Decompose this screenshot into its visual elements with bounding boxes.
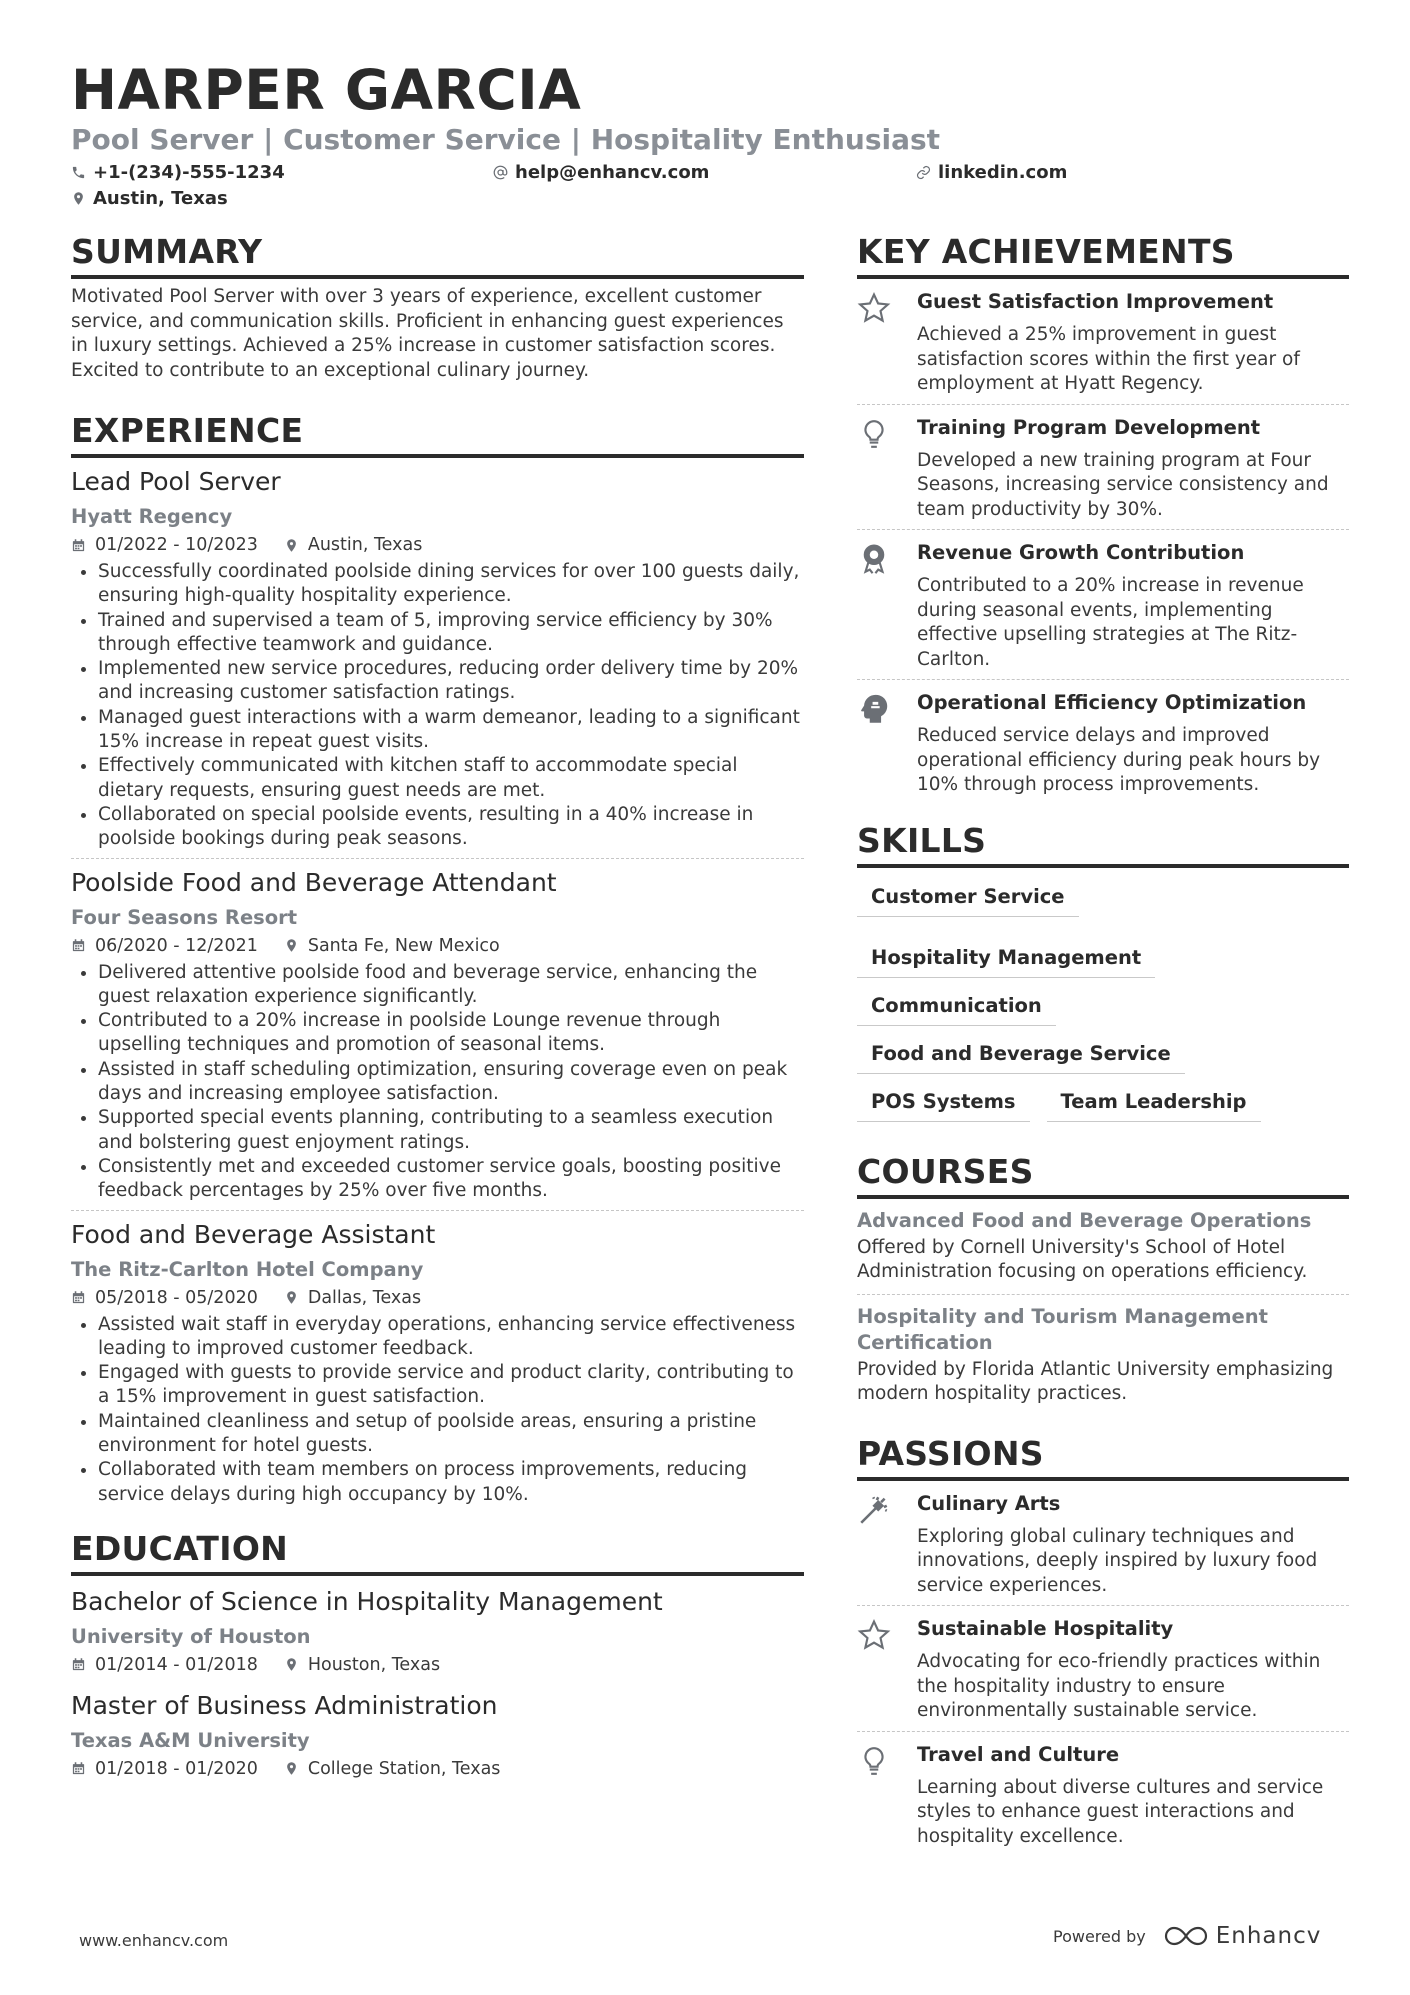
experience-heading: EXPERIENCE: [71, 411, 804, 458]
job-company: Four Seasons Resort: [71, 905, 298, 929]
phone-icon: [71, 165, 86, 180]
passion-title: Travel and Culture: [917, 1742, 1120, 1766]
location-pin-icon: [284, 1761, 299, 1776]
school-name: Texas A&M University: [71, 1728, 310, 1752]
job-dates: 05/2018 - 05/2020: [95, 1287, 258, 1308]
job-bullet: • Maintained cleanliness and setup of poolside areas, ensuring a pristine environment for hotel guests.: [98, 1410, 804, 1459]
passions-heading: PASSIONS: [857, 1434, 1349, 1481]
skill-tag: Team Leadership: [1047, 1087, 1261, 1122]
job-bullet: • Implemented new service procedures, reducing order delivery time by 20% and increasing customer satisfaction ratings.: [98, 657, 804, 706]
education-dates: 01/2014 - 01/2018: [95, 1654, 258, 1675]
at-sign-icon: [493, 165, 508, 180]
achievement-desc: Contributed to a 20% increase in revenue during seasonal events, implementing effective upselling strategies at The Ritz-Carlton.: [917, 575, 1304, 670]
infinity-logo-icon: [1164, 1924, 1208, 1948]
summary-heading: SUMMARY: [71, 232, 804, 279]
achievement-item: [857, 679, 1349, 805]
passion-title: Culinary Arts: [917, 1491, 1061, 1515]
job-bullet: • Assisted in staff scheduling optimization, ensuring coverage even on peak days and increasing employee satisfaction.: [98, 1058, 804, 1107]
calendar-icon: [71, 1657, 86, 1672]
job-company: Hyatt Regency: [71, 505, 233, 528]
job-dates: 06/2020 - 12/2021: [95, 935, 258, 956]
location-text: Austin, Texas: [93, 188, 228, 209]
achievement-desc: Achieved a 25% improvement in guest satisfaction scores within the first year of employment at Hyatt Regency.: [917, 324, 1300, 394]
candidate-tagline: Pool Server | Customer Service | Hospitality Enthusiast: [71, 123, 941, 156]
skill-tag: Customer Service: [857, 882, 1079, 917]
skill-tag: Food and Beverage Service: [857, 1039, 1185, 1074]
passions-list: [857, 1481, 1349, 1857]
footer-website-link[interactable]: www.enhancv.com: [79, 1931, 229, 1950]
school-name: University of Houston: [71, 1624, 311, 1648]
achievements-heading: KEY ACHIEVEMENTS: [857, 232, 1349, 279]
passion-desc: Learning about diverse cultures and service styles to enhance guest interactions and hospitality excellence.: [917, 1776, 1324, 1847]
job-company: The Ritz-Carlton Hotel Company: [71, 1257, 424, 1281]
link-icon: [916, 165, 931, 180]
right-column: [857, 232, 1349, 1856]
achievement-desc: Reduced service delays and improved operational efficiency during peak hours by 10% through process improvements.: [917, 725, 1321, 795]
education-meta: [71, 1756, 804, 1782]
achievement-item: [857, 404, 1349, 530]
job-bullet: • Consistently met and exceeded customer service goals, boosting positive feedback percentages by 25% over five months.: [98, 1155, 804, 1204]
contact-location: [71, 188, 228, 209]
course-item: [857, 1199, 1349, 1294]
passion-desc: Exploring global culinary techniques and innovations, deeply inspired by luxury food service experiences.: [917, 1525, 1318, 1596]
job-title: Lead Pool Server: [71, 467, 281, 496]
education-meta: [71, 1652, 804, 1678]
brand-logo[interactable]: [1164, 1923, 1322, 1949]
skill-tag: Communication: [857, 991, 1056, 1026]
skill-tag: Hospitality Management: [857, 943, 1155, 978]
achievement-item: [857, 529, 1349, 679]
lightbulb-icon: [857, 417, 891, 451]
education-entry: [71, 1690, 804, 1784]
lightbulb-icon: [857, 1744, 891, 1778]
education-heading: EDUCATION: [71, 1529, 804, 1576]
calendar-icon: [71, 1290, 86, 1305]
contact-email[interactable]: [493, 162, 709, 183]
location-pin-icon: [71, 191, 86, 206]
course-item: [857, 1294, 1349, 1416]
passion-item: [857, 1481, 1349, 1606]
job-bullets: [71, 1313, 804, 1507]
job-entry: [71, 466, 804, 858]
passion-item: [857, 1605, 1349, 1731]
job-meta: [71, 1285, 804, 1311]
calendar-icon: [71, 1761, 86, 1776]
calendar-icon: [71, 538, 86, 553]
skills-list: [857, 882, 1349, 1122]
job-dates: 01/2022 - 10/2023: [95, 535, 258, 555]
job-bullets: [71, 560, 804, 852]
location-pin-icon: [284, 938, 299, 953]
linkedin-text: linkedin.com: [938, 162, 1068, 183]
passion-item: [857, 1731, 1349, 1857]
email-text: help@enhancv.com: [515, 162, 710, 183]
candidate-name: HARPER GARCIA: [71, 58, 582, 122]
course-title: Advanced Food and Beverage Operations: [857, 1208, 1312, 1232]
skills-heading: SKILLS: [857, 821, 1349, 868]
achievement-item: [857, 279, 1349, 404]
courses-list: [857, 1199, 1349, 1416]
course-desc: Offered by Cornell University's School of Hotel Administration focusing on operations efficiency.: [857, 1236, 1308, 1282]
job-meta: [71, 933, 804, 959]
experience-list: [71, 466, 804, 1513]
education-location: College Station, Texas: [307, 1758, 501, 1779]
magic-wand-icon: [857, 1493, 891, 1527]
powered-by-label: Powered by: [1053, 1926, 1146, 1946]
job-entry: [71, 1210, 804, 1513]
achievement-title: Operational Efficiency Optimization: [917, 691, 1307, 714]
footer-branding: [1053, 1923, 1321, 1949]
achievement-title: Training Program Development: [917, 415, 1261, 439]
courses-heading: COURSES: [857, 1152, 1349, 1199]
job-bullet: • Effectively communicated with kitchen staff to accommodate special dietary requests, ensuring guest needs are met.: [98, 754, 804, 803]
star-icon: [857, 1618, 891, 1652]
contact-phone[interactable]: [71, 162, 285, 183]
location-pin-icon: [284, 538, 299, 553]
course-desc: Provided by Florida Atlantic University emphasizing modern hospitality practices.: [857, 1358, 1334, 1404]
contact-info: [71, 157, 1351, 213]
job-bullet: • Contributed to a 20% increase in poolside Lounge revenue through upselling techniques and promotion of seasonal items.: [98, 1009, 804, 1058]
achievements-list: [857, 279, 1349, 805]
job-location: Austin, Texas: [307, 535, 423, 555]
job-bullet: • Successfully coordinated poolside dining services for over 100 guests daily, ensuring high-quality hospitality experience.: [98, 560, 804, 609]
job-bullet: • Managed guest interactions with a warm demeanor, leading to a significant 15% increase in repeat guest visits.: [98, 706, 804, 755]
phone-text: +1-(234)-555-1234: [93, 162, 285, 183]
job-bullet: • Trained and supervised a team of 5, improving service efficiency by 30% through effective teamwork and guidance.: [98, 609, 804, 658]
job-bullet: • Collaborated with team members on process improvements, reducing service delays during high occupancy by 10%.: [98, 1458, 804, 1507]
passion-title: Sustainable Hospitality: [917, 1617, 1174, 1640]
job-bullet: • Delivered attentive poolside food and beverage service, enhancing the guest relaxation experience significantly.: [98, 961, 804, 1010]
degree-title: Bachelor of Science in Hospitality Management: [71, 1586, 663, 1616]
achievement-title: Revenue Growth Contribution: [917, 541, 1245, 564]
education-dates: 01/2018 - 01/2020: [95, 1758, 258, 1779]
degree-title: Master of Business Administration: [71, 1690, 498, 1720]
head-icon: [857, 692, 891, 726]
education-list: [71, 1586, 804, 1784]
award-icon: [857, 542, 891, 576]
job-bullets: [71, 961, 804, 1204]
resume-header: [71, 55, 1351, 213]
course-title: Hospitality and Tourism Management Certification: [857, 1304, 1268, 1354]
job-bullet: • Engaged with guests to provide service and product clarity, contributing to a 15% improvement in guest satisfaction.: [98, 1361, 804, 1410]
calendar-icon: [71, 938, 86, 953]
summary-text: Motivated Pool Server with over 3 years of experience, excellent customer service, and communication skills. Proficient in enhancing guest experiences in luxury settings. Achieved a 25% increase in customer satisfaction scores. Excited to contribute to an exceptional culinary journey.: [71, 286, 784, 381]
education-entry: [71, 1586, 804, 1680]
passion-desc: Advocating for eco-friendly practices within the hospitality industry to ensure environmentally sustainable service.: [917, 1651, 1321, 1721]
location-pin-icon: [284, 1657, 299, 1672]
contact-linkedin[interactable]: [916, 162, 1067, 183]
job-entry: [71, 858, 804, 1210]
job-bullet: • Assisted wait staff in everyday operations, enhancing service effectiveness leading to improved customer feedback.: [98, 1313, 804, 1362]
job-location: Dallas, Texas: [307, 1287, 422, 1308]
job-title: Food and Beverage Assistant: [71, 1219, 436, 1249]
job-bullet: • Collaborated on special poolside events, resulting in a 40% increase in poolside bookings during peak seasons.: [98, 803, 804, 852]
brand-name: Enhancv: [1215, 1923, 1322, 1949]
job-title: Poolside Food and Beverage Attendant: [71, 867, 557, 897]
job-location: Santa Fe, New Mexico: [307, 935, 500, 956]
job-meta: [71, 532, 804, 558]
job-bullet: • Supported special events planning, contributing to a seamless execution and bolstering guest enjoyment ratings.: [98, 1106, 804, 1155]
skill-tag: POS Systems: [857, 1087, 1030, 1122]
achievement-desc: Developed a new training program at Four Seasons, increasing service consistency and team productivity by 30%.: [917, 449, 1329, 520]
left-column: [71, 232, 804, 1784]
achievement-title: Guest Satisfaction Improvement: [917, 290, 1274, 313]
location-pin-icon: [284, 1290, 299, 1305]
education-location: Houston, Texas: [307, 1654, 441, 1675]
star-icon: [857, 291, 891, 325]
